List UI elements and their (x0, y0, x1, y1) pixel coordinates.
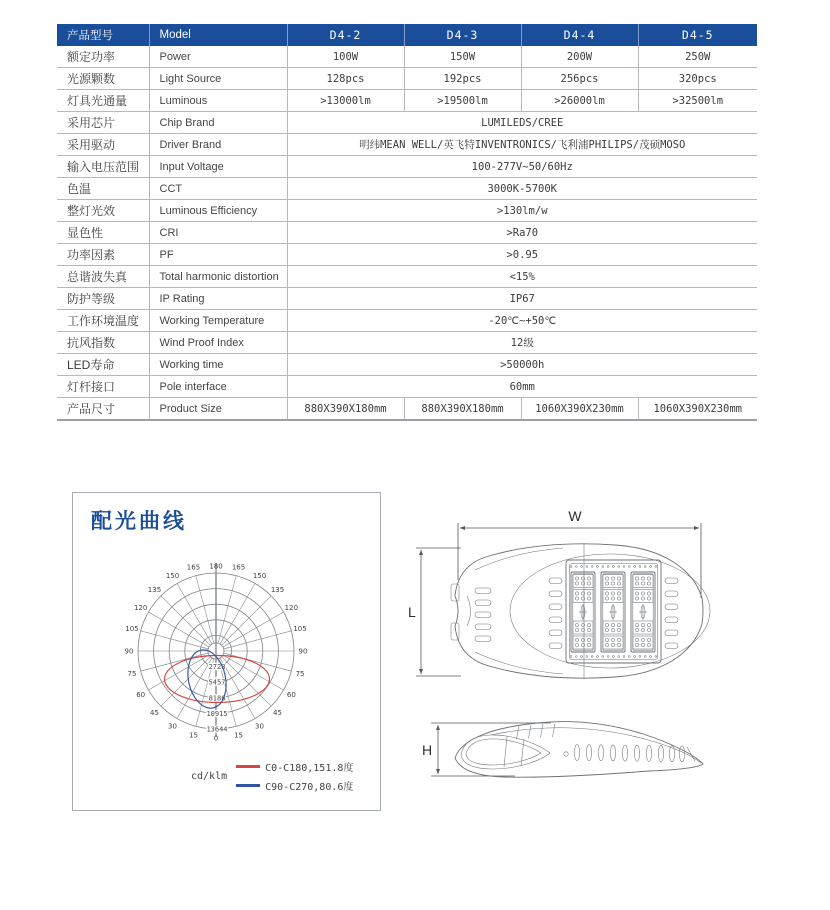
angle-tick-label: 135 (147, 585, 162, 594)
header-model-d4-4: D4-4 (521, 24, 638, 46)
row-label-en: Total harmonic distortion (149, 266, 287, 288)
table-row (57, 244, 757, 266)
vent-slots-top-view (475, 578, 678, 649)
row-value-span: 100-277V~50/60Hz (287, 156, 757, 178)
row-label-en: Working time (149, 354, 287, 376)
row-value-span: 60mm (287, 376, 757, 398)
header-model-d4-2: D4-2 (287, 24, 404, 46)
angle-tick-label: 0 (213, 734, 219, 743)
angle-tick-label: 45 (273, 708, 282, 717)
row-label-cn: 灯具光通量 (57, 90, 149, 112)
table-row (57, 354, 757, 376)
photometric-panel (72, 492, 381, 811)
angle-tick-label: 165 (186, 563, 201, 572)
row-value: 150W (404, 46, 521, 68)
angle-tick-label: 75 (295, 669, 305, 678)
table-row (57, 200, 757, 222)
row-value-span: -20℃~+50℃ (287, 310, 757, 332)
table-row (57, 68, 757, 90)
radial-tick-label: 2728 (208, 663, 226, 672)
radial-tick-label: 10915 (206, 709, 228, 718)
row-label-cn: 工作环境温度 (57, 310, 149, 332)
row-label-en: CCT (149, 178, 287, 200)
row-label-cn: 功率因素 (57, 244, 149, 266)
row-value: 880X390X180mm (287, 398, 404, 421)
header-model-d4-5: D4-5 (638, 24, 757, 46)
dim-label-l: L (408, 604, 416, 620)
table-row (57, 398, 757, 421)
technical-drawings (403, 500, 733, 800)
angle-tick-label: 105 (125, 624, 139, 633)
row-value: >13000lm (287, 90, 404, 112)
table-row (57, 90, 757, 112)
row-label-cn: 显色性 (57, 222, 149, 244)
side-top-ticks (517, 724, 556, 740)
angle-tick-label: 75 (127, 669, 137, 678)
row-value: >32500lm (638, 90, 757, 112)
angle-tick-label: 30 (255, 722, 264, 731)
row-value-span: >0.95 (287, 244, 757, 266)
row-value: 256pcs (521, 68, 638, 90)
row-label-cn: 灯杆接口 (57, 376, 149, 398)
angle-tick-label: 120 (284, 603, 299, 612)
row-label-en: PF (149, 244, 287, 266)
table-row (57, 222, 757, 244)
row-label-en: Luminous (149, 90, 287, 112)
row-label-en: Power (149, 46, 287, 68)
row-label-en: Driver Brand (149, 134, 287, 156)
legend-item-c0-c180 (236, 759, 353, 774)
row-value: 880X390X180mm (404, 398, 521, 421)
header-label-cn: 产品型号 (57, 24, 149, 46)
dim-l (408, 548, 461, 676)
table-row (57, 112, 757, 134)
row-label-cn: 采用芯片 (57, 112, 149, 134)
top-view-drawing (408, 508, 710, 679)
table-row (57, 288, 757, 310)
dim-h (422, 723, 551, 776)
table-header-row (57, 24, 757, 46)
row-label-en: Working Temperature (149, 310, 287, 332)
row-label-en: Pole interface (149, 376, 287, 398)
row-value: 1060X390X230mm (521, 398, 638, 421)
row-value-span: 明纬MEAN WELL/英飞特INVENTRONICS/飞利浦PHILIPS/茂硕MOSO (287, 134, 757, 156)
blue-line-swatch (236, 784, 260, 787)
red-line-swatch (236, 765, 260, 768)
row-value: 320pcs (638, 68, 757, 90)
dim-label-h: H (422, 742, 433, 758)
row-value: 100W (287, 46, 404, 68)
row-value: 192pcs (404, 68, 521, 90)
row-label-cn: 光源颗数 (57, 68, 149, 90)
row-value: >26000lm (521, 90, 638, 112)
row-label-en: Luminous Efficiency (149, 200, 287, 222)
row-label-cn: 额定功率 (57, 46, 149, 68)
angle-tick-label: 120 (133, 603, 148, 612)
angle-tick-label: 15 (189, 731, 198, 740)
row-label-cn: 采用驱动 (57, 134, 149, 156)
row-value-span: >50000h (287, 354, 757, 376)
row-label-cn: 抗风指数 (57, 332, 149, 354)
row-label-en: Product Size (149, 398, 287, 421)
angle-tick-label: 45 (150, 708, 159, 717)
row-value-span: >Ra70 (287, 222, 757, 244)
row-label-en: Wind Proof Index (149, 332, 287, 354)
row-value-span: 12级 (287, 332, 757, 354)
row-label-cn: 整灯光效 (57, 200, 149, 222)
legend-label-c0-c180: C0-C180,151.8度 (265, 763, 354, 774)
side-view-drawing (422, 722, 703, 778)
table-row (57, 156, 757, 178)
angle-tick-label: 180 (209, 562, 223, 571)
table-row (57, 310, 757, 332)
header-model-d4-3: D4-3 (404, 24, 521, 46)
photometric-title: 配光曲线 (91, 510, 187, 533)
radial-tick-label: 5457 (208, 678, 226, 687)
angle-tick-label: 105 (293, 624, 307, 633)
table-row (57, 46, 757, 68)
row-label-en: Light Source (149, 68, 287, 90)
table-row (57, 134, 757, 156)
led-plate (566, 560, 661, 663)
side-vent-slots (564, 745, 685, 762)
lamp-top-outline (455, 544, 703, 678)
legend-label-c90-c270: C90-C270,80.6度 (265, 782, 354, 793)
angle-tick-label: 150 (165, 572, 180, 581)
led-modules (571, 572, 655, 652)
angle-tick-label: 60 (286, 690, 296, 699)
row-value: 1060X390X230mm (638, 398, 757, 421)
dim-w (458, 508, 701, 598)
chart-unit-label: cd/klm (191, 770, 228, 782)
row-label-cn: 产品尺寸 (57, 398, 149, 421)
row-value-span: <15% (287, 266, 757, 288)
row-value-span: >130lm/w (287, 200, 757, 222)
row-value-span: LUMILEDS/CREE (287, 112, 757, 134)
pole-socket-inner (466, 739, 541, 765)
spec-table (57, 24, 757, 421)
row-label-cn: 总谐波失真 (57, 266, 149, 288)
row-label-cn: LED寿命 (57, 354, 149, 376)
row-value: 250W (638, 46, 757, 68)
row-value: >19500lm (404, 90, 521, 112)
row-label-cn: 输入电压范围 (57, 156, 149, 178)
row-label-en: CRI (149, 222, 287, 244)
row-value: 128pcs (287, 68, 404, 90)
row-value-span: IP67 (287, 288, 757, 310)
row-value-span: 3000K-5700K (287, 178, 757, 200)
header-label-en: Model (149, 24, 287, 46)
lamp-top-inner-rim (510, 554, 710, 668)
row-value: 200W (521, 46, 638, 68)
angle-tick-label: 135 (270, 585, 285, 594)
legend-item-c90-c270 (236, 778, 353, 793)
dim-label-w: W (568, 508, 582, 524)
radial-tick-label: 13644 (206, 725, 228, 734)
angle-tick-label: 90 (124, 647, 134, 656)
row-label-en: Chip Brand (149, 112, 287, 134)
table-row (57, 178, 757, 200)
angle-tick-label: 165 (231, 563, 246, 572)
angle-tick-label: 15 (234, 731, 243, 740)
angle-tick-label: 90 (298, 647, 308, 656)
row-label-cn: 防护等级 (57, 288, 149, 310)
radial-tick-label: 8186 (208, 694, 226, 703)
row-label-cn: 色温 (57, 178, 149, 200)
angle-tick-label: 30 (168, 722, 177, 731)
row-label-en: IP Rating (149, 288, 287, 310)
row-label-en: Input Voltage (149, 156, 287, 178)
table-row (57, 332, 757, 354)
angle-tick-label: 60 (136, 690, 146, 699)
chart-legend (191, 759, 353, 793)
spec-table-body (57, 46, 757, 420)
angle-tick-label: 150 (252, 572, 267, 581)
table-row (57, 376, 757, 398)
table-row (57, 266, 757, 288)
